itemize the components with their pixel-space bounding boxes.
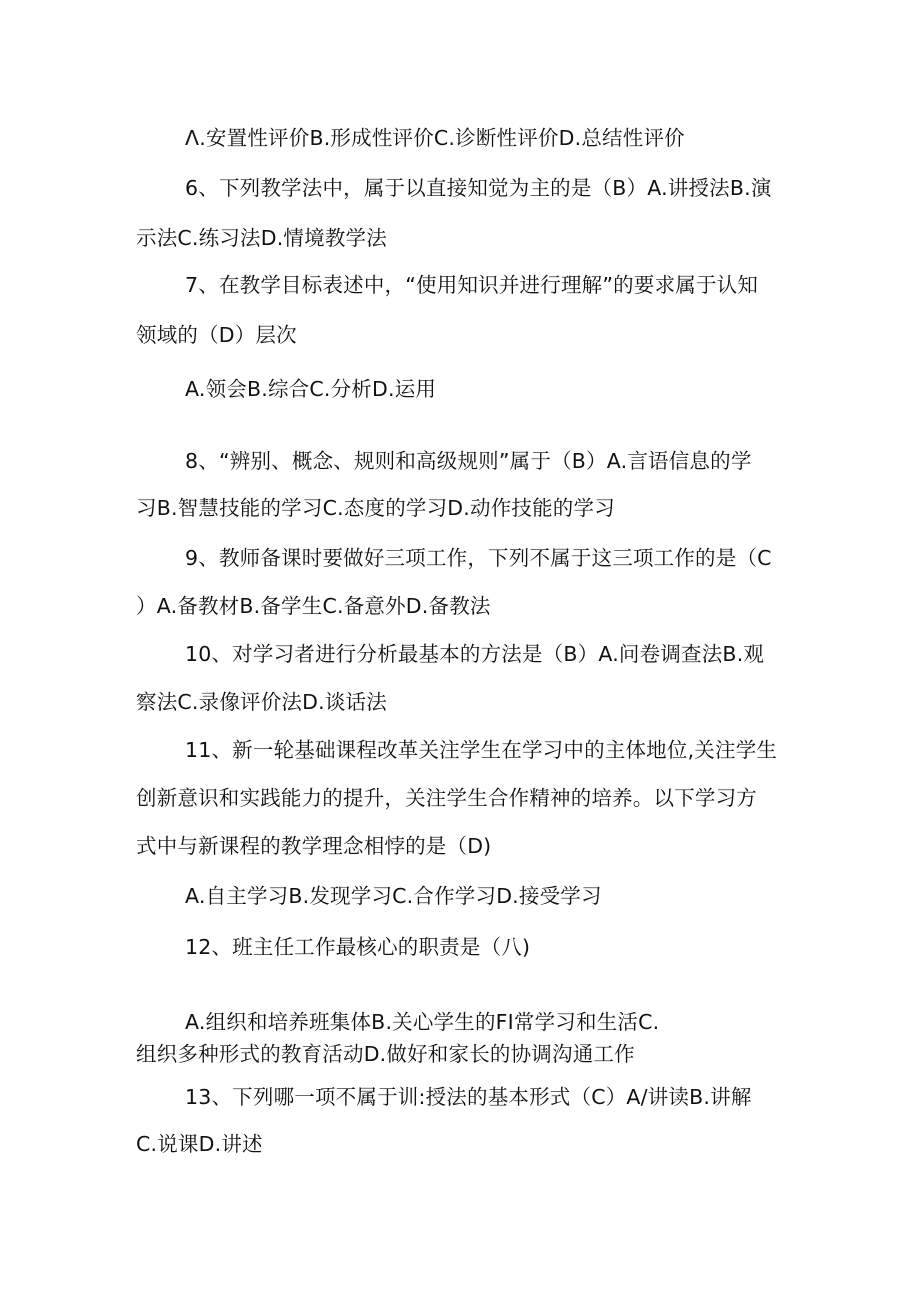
q11-continuation-line-1: 创新意识和实践能力的提升，关注学生合作精神的培养。以下学习方 [136,786,757,810]
q10-continuation-line: 察法C.录像评价法D.谈话法 [136,690,387,714]
q5-options-line: Λ.安置性评价B.形成性评价C.诊断性评价D.总结性评价 [185,126,685,150]
q7-question-line: 7、在教学目标表述中，“使用知识并进行理解”的要求属于认知 [185,273,759,297]
q6-continuation-line: 示法C.练习法D.情境教学法 [136,226,387,250]
q9-continuation-line: ）A.备教材B.备学生C.备意外D.备教法 [136,594,491,618]
q13-question-line: 13、下列哪一项不属于训:授法的基本形式（C）A/讲读B.讲解 [185,1085,752,1109]
q6-question-line: 6、下列教学法中，属于以直接知觉为主的是（B）A.讲授法B.演 [185,176,772,200]
q10-question-line: 10、对学习者进行分析最基本的方法是（B）A.问卷调查法B.观 [185,642,765,666]
q8-continuation-line: 习B.智慧技能的学习C.态度的学习D.动作技能的学习 [136,496,615,520]
q12-options-line-1: A.组织和培养班集体B.关心学生的FI常学习和生活C. [185,1010,660,1034]
q11-question-line: 11、新一轮基础课程改革关注学生在学习中的主体地位,关注学生 [185,738,778,762]
q11-options-line: A.自主学习B.发现学习C.合作学习D.接受学习 [185,884,602,908]
q7-continuation-line: 领域的（D）层次 [136,323,297,347]
q9-question-line: 9、教师备课时要做好三项工作，下列不属于这三项工作的是（C [185,546,772,570]
q12-question-line: 12、班主任工作最核心的职责是（八) [185,935,531,959]
q13-continuation-line: C.说课D.讲述 [136,1132,263,1156]
q11-continuation-line-2: 式中与新课程的教学理念相悖的是（D) [136,834,492,858]
q12-options-line-2: 组织多种形式的教育活动D.做好和家长的协调沟通工作 [136,1042,635,1066]
q7-options-line: A.领会B.综合C.分析D.运用 [185,377,437,401]
q8-question-line: 8、“辨别、概念、规则和高级规则”属于（B）A.言语信息的学 [185,449,752,473]
